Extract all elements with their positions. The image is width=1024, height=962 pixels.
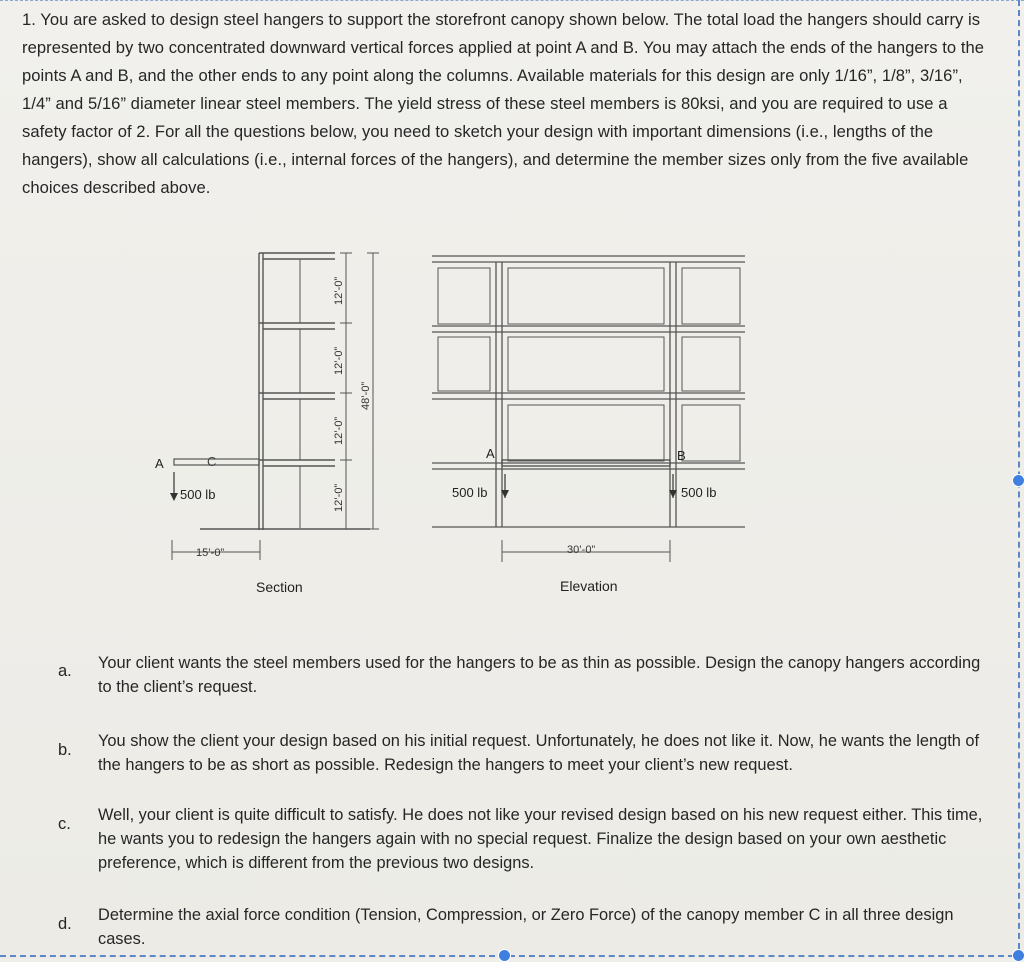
section-load-label: 500 lb <box>180 487 216 502</box>
elevation-caption: Elevation <box>560 578 618 594</box>
question-a-label: a. <box>58 662 72 680</box>
elevation-point-a: A <box>486 446 495 461</box>
elevation-load-b: 500 lb <box>681 485 717 500</box>
elevation-point-b: B <box>677 448 686 463</box>
section-point-a: A <box>155 456 164 471</box>
elevation-drawing <box>432 256 745 562</box>
question-c-label: c. <box>58 815 71 833</box>
question-b-text: You show the client your design based on his initial request. Unfortunately, he does not like it. Now, he wants the length of the hangers to be as short as possible. Redesign the hangers to meet your client’s new request. <box>98 732 980 774</box>
story-dim-3: 12’-0” <box>333 416 345 445</box>
section-caption: Section <box>256 579 303 595</box>
story-dim-1: 12’-0” <box>333 276 345 305</box>
selection-border-bottom <box>0 955 1024 957</box>
question-c-text: Well, your client is quite difficult to satisfy. He does not like your revised design based on his new request either. This time, he wants you to redesign the hangers again with no special request. Finalize the design based on your own aesthetic preference, which is different from the previous two designs. <box>98 806 983 872</box>
question-a-text: Your client wants the steel members used for the hangers to be as thin as possible. Design the canopy hangers according to the client’s request. <box>98 654 981 696</box>
question-b-label: b. <box>58 741 72 759</box>
elevation-span-dim: 30’-0” <box>567 544 596 556</box>
story-dim-4: 12’-0” <box>333 483 345 512</box>
problem-statement: 1. You are asked to design steel hangers to support the storefront canopy shown below. The total load the hangers should carry is represented by two concentrated downward vertical forces applied at point A and B. You may attach the ends of the hangers to the points A and B, and the other ends to any point along the columns. Available materials for this design are only 1/16”, 1/8”, 3/16”, 1/4” and 5/16” diameter linear steel members. The yield stress of these steel members is 80ksi, and you are required to use a safety factor of 2. For all the questions below, you need to sketch your design with important dimensions (i.e., lengths of the hangers), show all calculations (i.e., internal forces of the hangers), and determine the member sizes only from the five available choices described above. <box>22 10 985 197</box>
story-dim-2: 12’-0” <box>333 346 345 375</box>
section-member-c: C <box>207 454 217 469</box>
question-d-label: d. <box>58 915 72 933</box>
section-span-dim: 15’-0” <box>196 547 225 559</box>
total-height-dim: 48’-0” <box>360 381 372 410</box>
elevation-load-a: 500 lb <box>452 485 488 500</box>
section-load-arrowhead <box>170 493 178 501</box>
section-drawing <box>172 253 379 560</box>
question-d-text: Determine the axial force condition (Tension, Compression, or Zero Force) of the canopy member C in all three design cases. <box>98 906 954 948</box>
resize-handle-corner[interactable] <box>1012 949 1024 962</box>
